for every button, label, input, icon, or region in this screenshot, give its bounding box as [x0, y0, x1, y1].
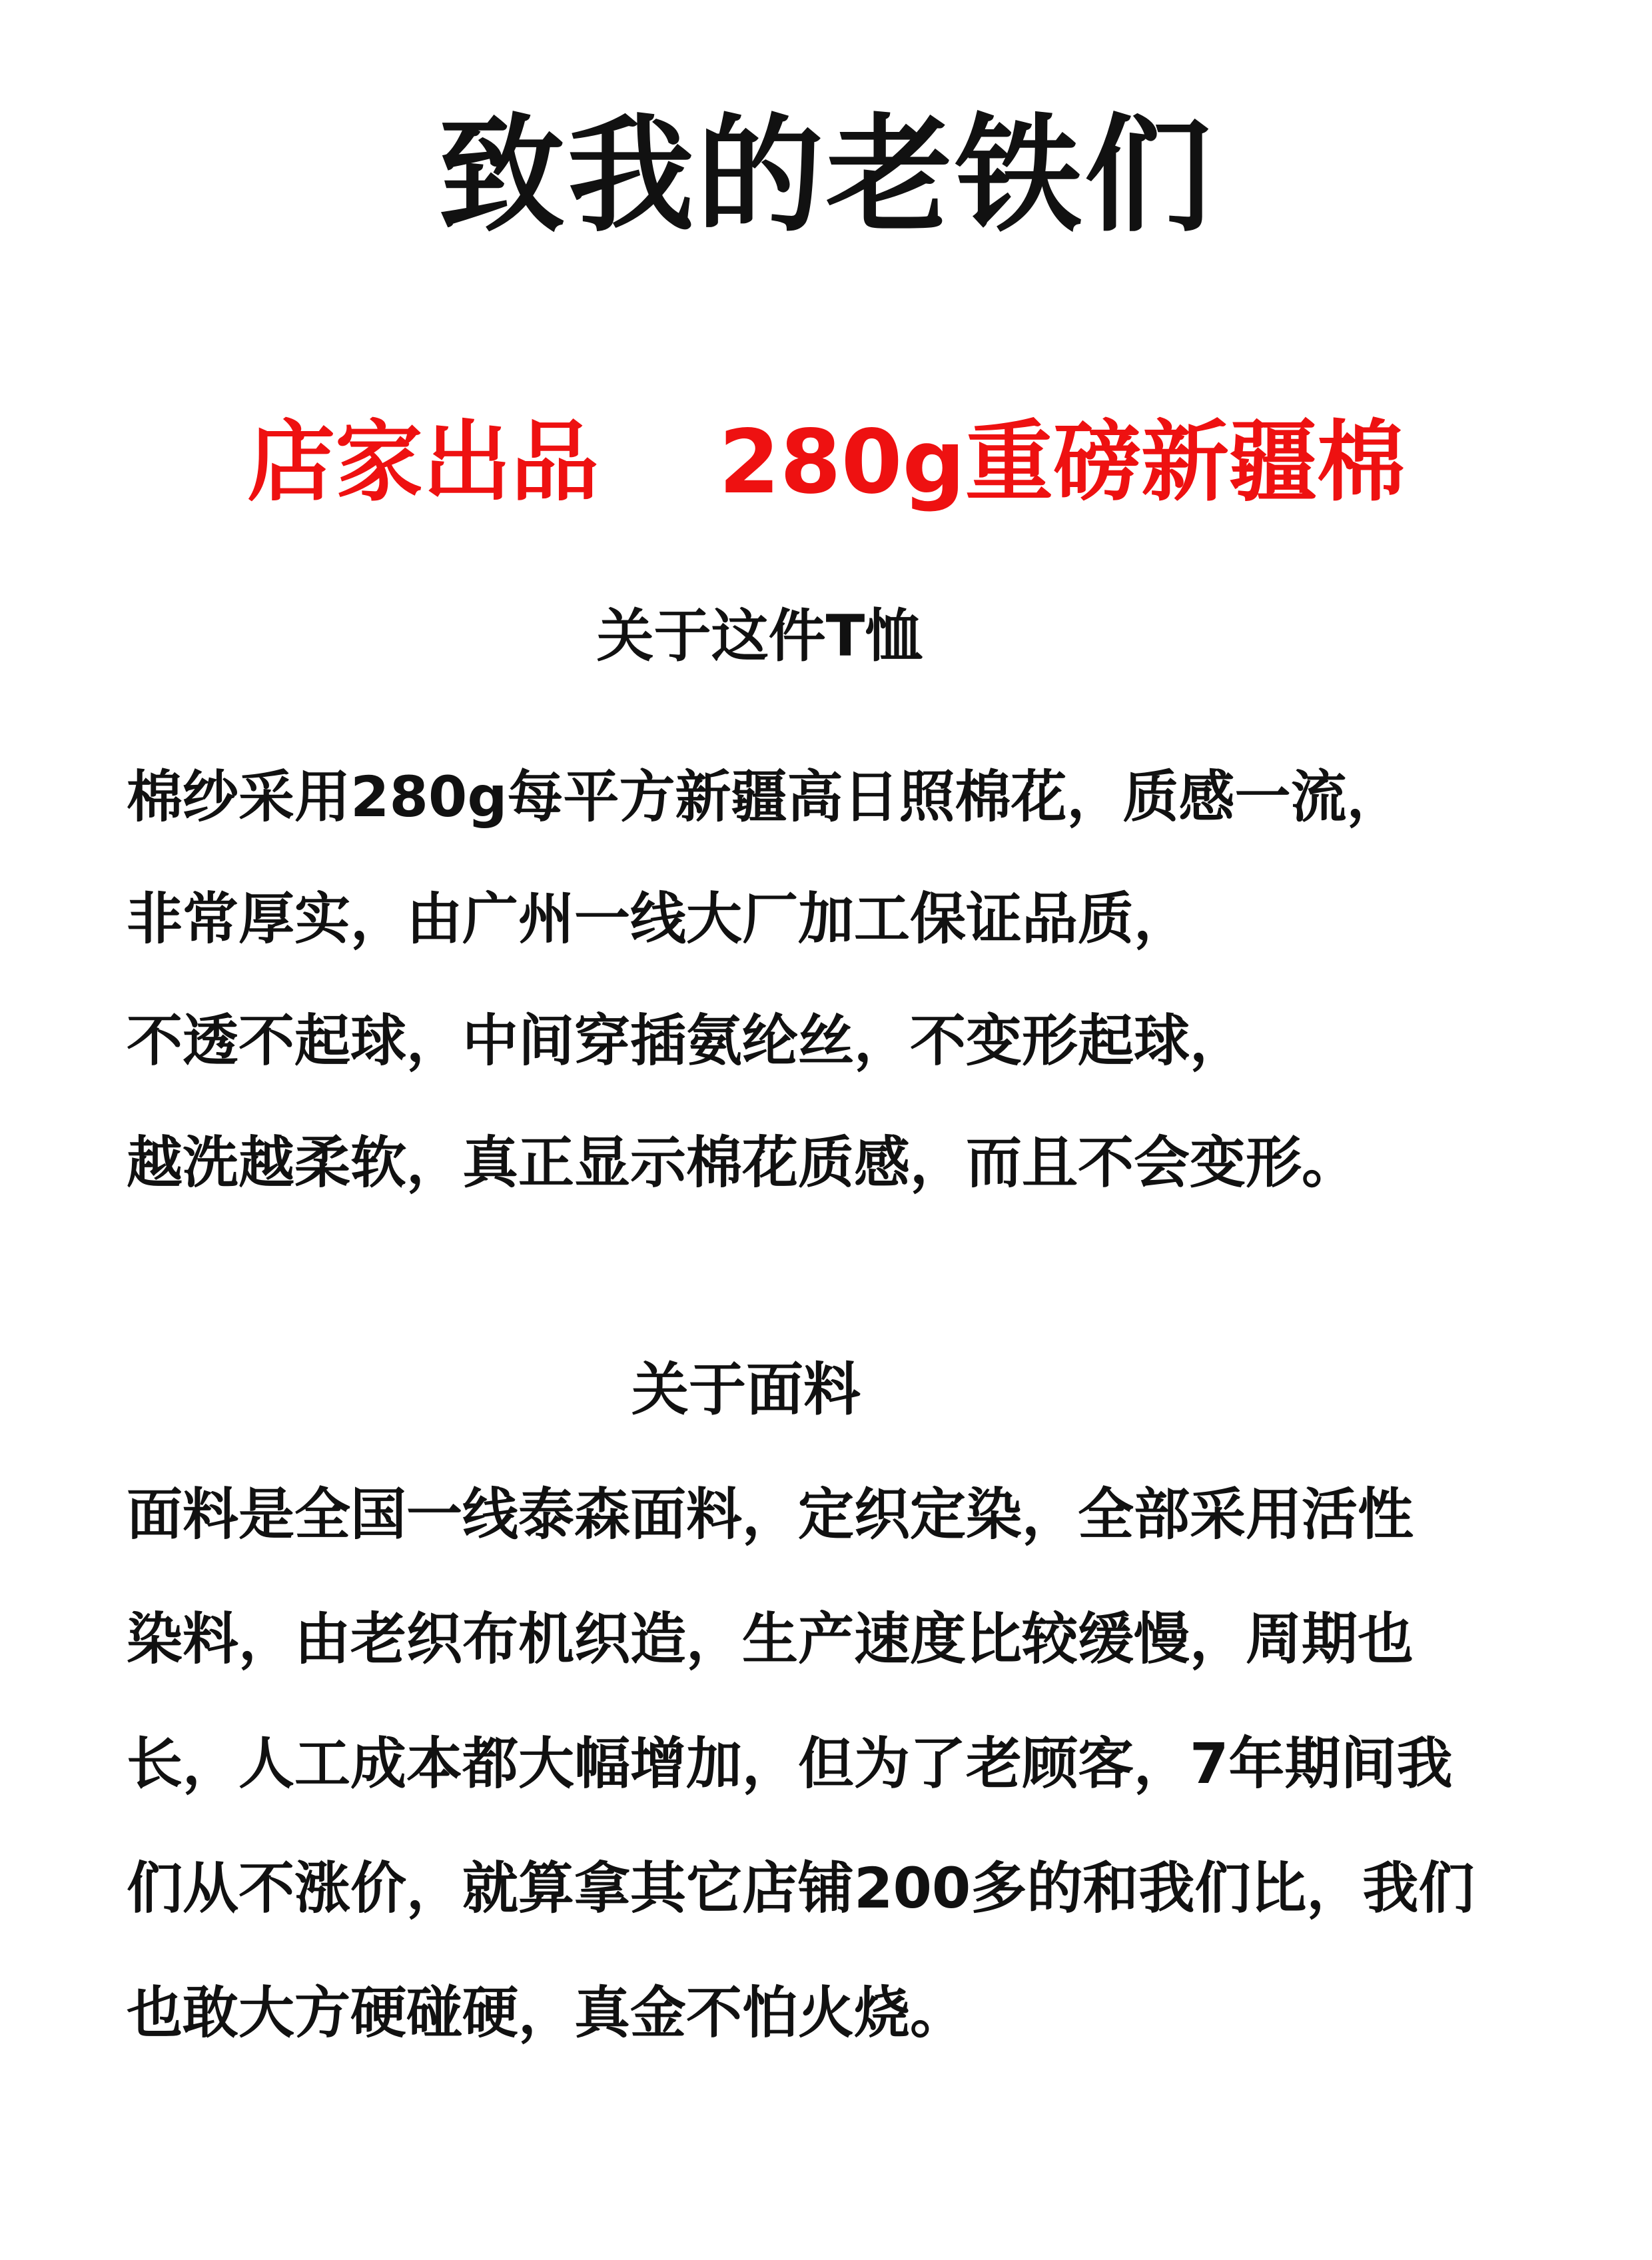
page-title: 致我的老铁们 — [438, 102, 1214, 249]
section-heading-fabric: 关于面料 — [631, 1357, 861, 1423]
banner-left-text: 店家出品 — [246, 411, 599, 514]
section-heading-tshirt: 关于这件T恤 — [596, 603, 923, 670]
paragraph-line: 们从不涨价，就算拿其它店铺200多的和我们比，我们 — [127, 1856, 1475, 1921]
paragraph-line: 越洗越柔软，真正显示棉花质感，而且不会变形。 — [127, 1130, 1358, 1195]
paragraph-line: 染料，由老织布机织造，生产速度比较缓慢，周期也 — [127, 1606, 1414, 1672]
paragraph-line: 非常厚实，由广州一线大厂加工保证品质， — [127, 886, 1190, 951]
paragraph-line: 不透不起球，中间穿插氨纶丝，不变形起球， — [127, 1008, 1246, 1073]
promo-banner — [0, 410, 1652, 515]
paragraph-line: 长，人工成本都大幅增加，但为了老顾客，7年期间我 — [127, 1731, 1453, 1796]
paragraph-line: 也敢大方硬碰硬，真金不怕火烧。 — [127, 1980, 967, 2045]
tshirt-description — [127, 736, 1632, 1224]
banner-right-text: 280g重磅新疆棉 — [718, 411, 1406, 514]
paragraph-line: 棉纱采用280g每平方新疆高日照棉花，质感一流， — [127, 764, 1403, 830]
fabric-description — [127, 1452, 1632, 2075]
paragraph-line: 面料是全国一线泰森面料，定织定染，全部采用活性 — [127, 1482, 1414, 1547]
